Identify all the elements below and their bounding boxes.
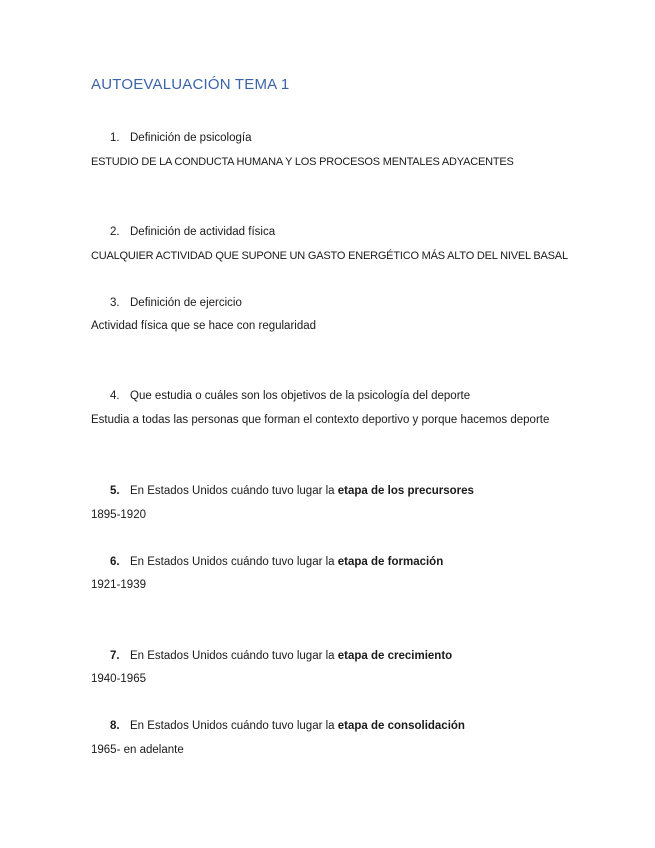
answer-8: 1965- en adelante xyxy=(91,744,184,756)
document-title: AUTOEVALUACIÓN TEMA 1 xyxy=(91,76,290,93)
answer-7: 1940-1965 xyxy=(91,673,146,685)
question-1 xyxy=(110,132,251,144)
question-2 xyxy=(110,226,275,238)
question-7 xyxy=(110,650,452,662)
question-8 xyxy=(110,720,465,732)
answer-6: 1921-1939 xyxy=(91,579,146,591)
question-number: 6. xyxy=(110,556,120,568)
answer-5: 1895-1920 xyxy=(91,509,146,521)
question-number: 2. xyxy=(110,226,120,238)
question-number: 1. xyxy=(110,132,120,144)
question-number: 5. xyxy=(110,485,120,497)
question-5 xyxy=(110,485,474,497)
question-emphasis: etapa de crecimiento xyxy=(337,650,453,662)
question-emphasis: etapa de los precursores xyxy=(337,485,474,497)
answer-4: Estudia a todas las personas que forman el contexto deportivo y porque hacemos deporte xyxy=(91,414,550,426)
question-text: Que estudia o cuáles son los objetivos de la psicología del deporte xyxy=(130,390,471,402)
question-number: 3. xyxy=(110,297,120,309)
question-number: 8. xyxy=(110,720,120,732)
question-number: 4. xyxy=(110,390,120,402)
question-3 xyxy=(110,297,242,309)
question-4 xyxy=(110,390,470,402)
question-6 xyxy=(110,556,443,568)
question-text: Definición de ejercicio xyxy=(130,297,242,309)
question-number: 7. xyxy=(110,650,120,662)
question-text: En Estados Unidos cuándo tuvo lugar la xyxy=(130,556,338,568)
question-text: En Estados Unidos cuándo tuvo lugar la xyxy=(130,485,338,497)
question-text: En Estados Unidos cuándo tuvo lugar la xyxy=(130,650,338,662)
question-emphasis: etapa de formación xyxy=(337,556,444,568)
question-emphasis: etapa de consolidación xyxy=(337,720,465,732)
answer-1: ESTUDIO DE LA CONDUCTA HUMANA Y LOS PROCESOS MENTALES ADYACENTES xyxy=(91,156,514,168)
answer-3: Actividad física que se hace con regularidad xyxy=(91,320,317,332)
question-text: En Estados Unidos cuándo tuvo lugar la xyxy=(130,720,338,732)
question-text: Definición de psicología xyxy=(130,132,252,144)
answer-2: CUALQUIER ACTIVIDAD QUE SUPONE UN GASTO ENERGÉTICO MÁS ALTO DEL NIVEL BASAL xyxy=(91,250,568,262)
question-text: Definición de actividad física xyxy=(130,226,276,238)
